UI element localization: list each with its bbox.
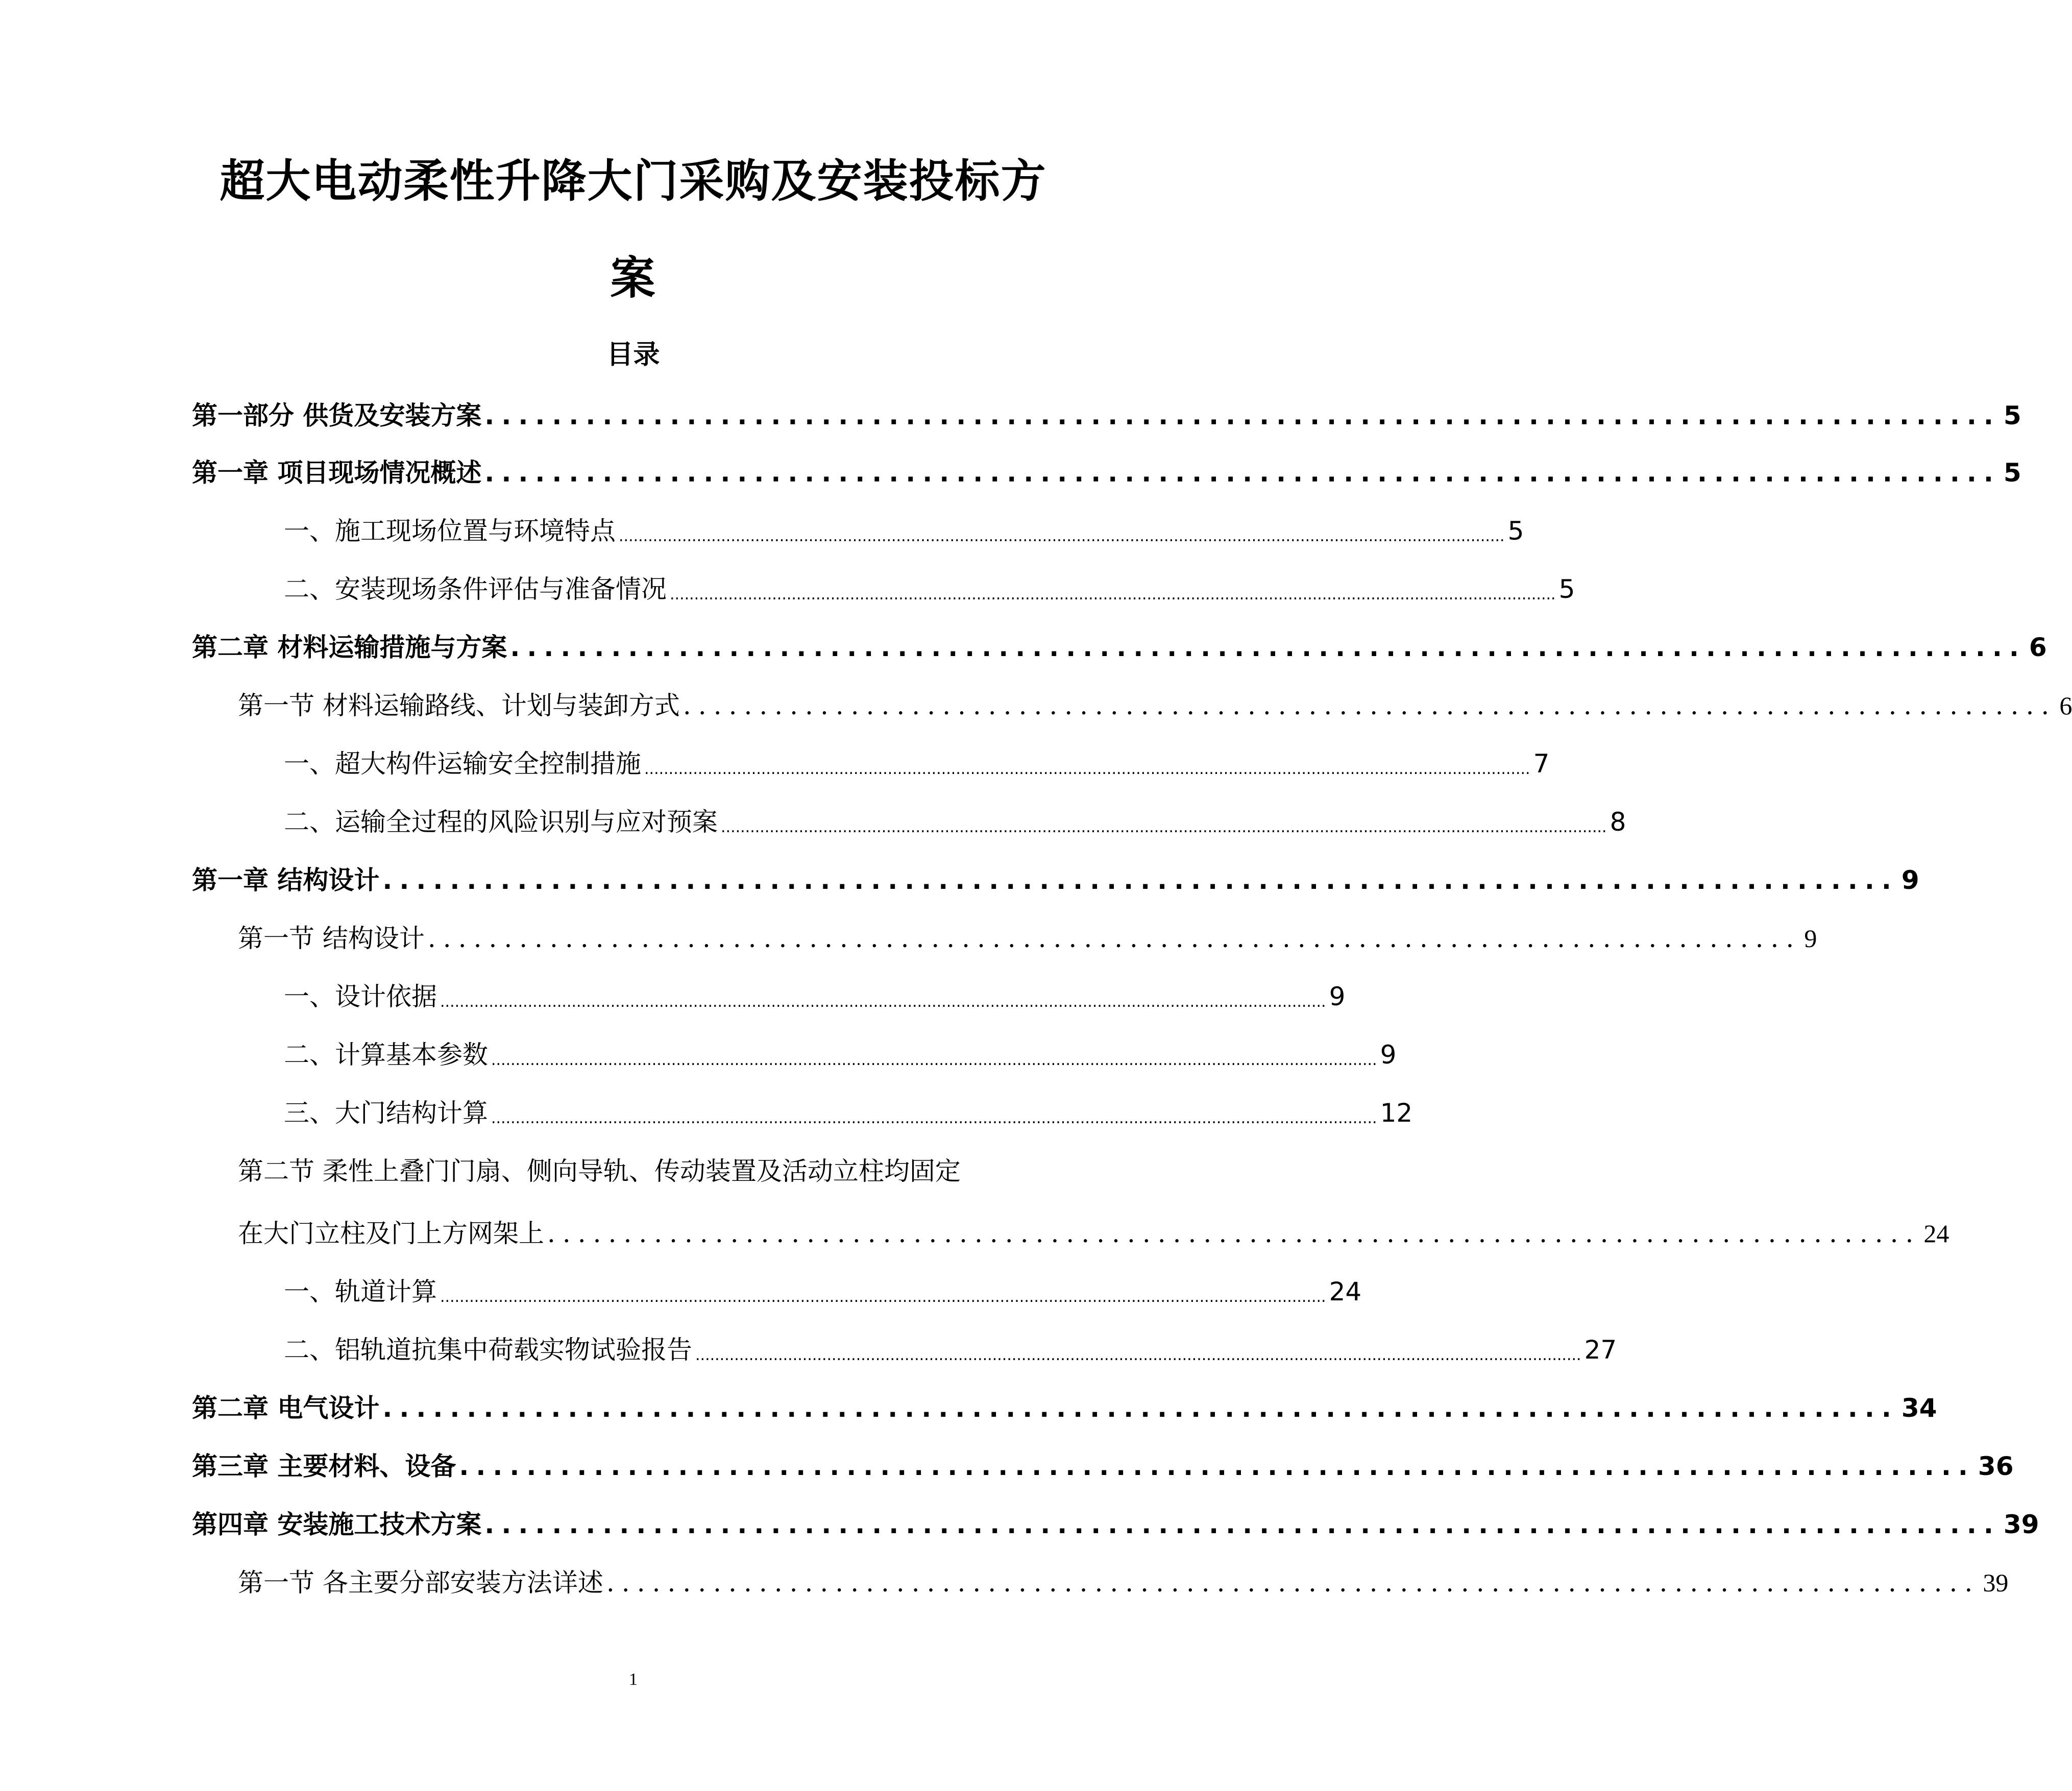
toc-entry-title: 二、计算基本参数 [284,1040,488,1070]
toc-page-number: 27 [1584,1335,1617,1365]
toc-page-number: 39 [2003,1510,2039,1539]
toc-dot-leader: .......................................................................................... [427,924,1801,953]
toc-entry-title: 第一节 各主要分部安装方法详述 [238,1568,603,1598]
toc-entry-title: 第一节 结构设计 [238,924,425,953]
toc-dot-leader: ...................................................................................................................................................................................... [440,993,1326,1011]
toc-entry-title: 第四章 安装施工技术方案 [192,1510,482,1539]
toc-entry[interactable] [192,1444,2014,1485]
toc-entry[interactable] [192,625,2047,666]
toc-page-number: 5 [2003,458,2021,488]
toc-page-number: 6 [2059,691,2072,720]
toc-entry-title: 第三章 主要材料、设备 [192,1451,456,1481]
toc-entry[interactable] [238,683,2072,724]
toc-entry[interactable] [284,974,1346,1015]
toc-entry[interactable] [192,858,1919,899]
toc-entry[interactable] [284,1091,1413,1131]
toc-dot-leader: .......................................................................................... [682,691,2057,720]
toc-page-number: 9 [1380,1040,1397,1070]
toc-entry[interactable] [238,916,1817,957]
toc-entry[interactable] [284,741,1550,782]
toc-entry[interactable] [192,1502,2039,1543]
page-footer-number: 1 [629,1670,638,1689]
toc-page-number: 24 [1923,1219,1949,1248]
toc-entry-title: 在大门立柱及门上方网架上 [238,1219,544,1248]
toc-page-number: 9 [1804,924,1817,953]
toc-entry[interactable] [284,567,1575,608]
toc-entry-title: 第二章 电气设计 [192,1393,380,1423]
toc-entry-title: 第一章 项目现场情况概述 [192,458,482,488]
toc-dot-leader: ...................................................................................................................................................................................... [619,527,1505,545]
toc-entry[interactable] [238,1560,2009,1601]
toc-dot-leader: ...................................................................................................................................................................................... [670,586,1556,603]
toc-entry[interactable] [284,800,1626,840]
toc-entry[interactable] [284,1032,1397,1073]
toc-dot-leader: ...................................................................................................................................................................................... [695,1346,1581,1364]
toc-page-number: 5 [2003,401,2021,430]
toc-entry-title: 三、大门结构计算 [284,1098,488,1128]
toc-entry-title: 二、运输全过程的风险识别与应对预案 [284,807,718,837]
toc-heading: 目录 [606,340,660,370]
toc-entry-title: 第二章 材料运输措施与方案 [192,633,507,662]
toc-dot-leader: ...................................................................................................................................................................................... [491,1051,1377,1069]
toc-page-number: 9 [1901,865,1919,895]
toc-dot-leader: .......................................................................................... [547,1219,1921,1248]
toc-entry-title: 第一节 材料运输路线、计划与装卸方式 [238,691,680,720]
toc-dot-leader: .......................................................................................... [510,633,2026,662]
toc-page-number: 24 [1329,1277,1362,1306]
document-title-line-1: 超大电动柔性升降大门采购及安装投标方 [220,155,1047,207]
toc-page-number: 5 [1558,574,1575,604]
toc-entry-title: 一、施工现场位置与环境特点 [284,516,616,546]
toc-entry-wrapped-line[interactable]: 第二节 柔性上叠门门扇、侧向导轨、传动装置及活动立柱均固定 [238,1156,961,1186]
toc-entry[interactable] [192,393,2021,434]
toc-entry-title: 第一部分 供货及安装方案 [192,401,482,430]
toc-dot-leader: .......................................................................................... [382,865,1898,895]
toc-page-number: 6 [2029,633,2047,662]
toc-page-number: 34 [1901,1393,1937,1423]
toc-entry[interactable] [192,1386,1937,1426]
toc-page-number: 36 [1978,1451,2014,1481]
toc-page-number: 9 [1329,982,1346,1011]
toc-entry-title: 二、铝轨道抗集中荷载实物试验报告 [284,1335,692,1365]
toc-dot-leader: ...................................................................................................................................................................................... [491,1109,1377,1127]
toc-dot-leader: .......................................................................................... [382,1393,1898,1423]
toc-entry-title: 一、超大构件运输安全控制措施 [284,749,641,779]
toc-entry-title: 二、安装现场条件评估与准备情况 [284,574,667,604]
toc-page-number: 7 [1533,749,1550,779]
toc-dot-leader: .......................................................................................... [459,1451,1975,1481]
document-title-line-2: 案 [610,252,656,304]
toc-dot-leader: ...................................................................................................................................................................................... [440,1288,1326,1306]
toc-dot-leader: .......................................................................................... [484,1510,2001,1539]
toc-entry[interactable] [284,1269,1362,1310]
toc-dot-leader: .......................................................................................... [484,458,2001,488]
toc-page-number: 39 [1983,1568,2009,1597]
toc-dot-leader: .......................................................................................... [484,401,2001,430]
toc-entry-title: 第一章 结构设计 [192,865,380,895]
toc-entry-title: 一、轨道计算 [284,1277,437,1306]
toc-entry[interactable] [284,509,1524,549]
toc-entry[interactable] [192,450,2021,491]
toc-page-number: 12 [1380,1098,1413,1128]
toc-dot-leader: .......................................................................................... [606,1568,1980,1598]
toc-entry-title: 一、设计依据 [284,982,437,1011]
toc-dot-leader: ...................................................................................................................................................................................... [644,760,1530,778]
toc-entry[interactable] [238,1211,1949,1252]
toc-page-number: 5 [1507,516,1524,546]
toc-entry[interactable] [284,1327,1617,1368]
toc-page-number: 8 [1610,807,1626,837]
toc-dot-leader: ...................................................................................................................................................................................... [721,818,1607,836]
